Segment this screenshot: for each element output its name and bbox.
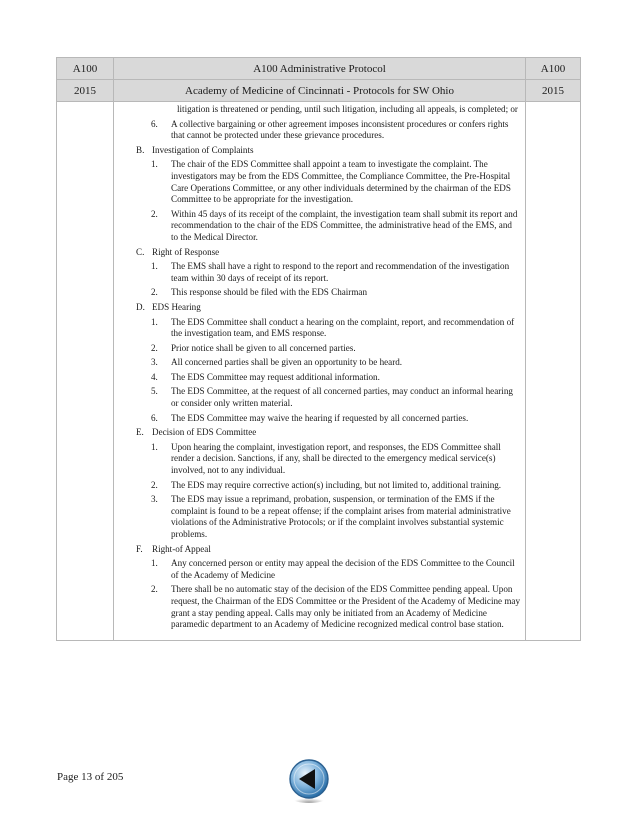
of-label: of bbox=[94, 771, 105, 783]
item-text: The EDS Committee, at the request of all concerned parties, may conduct an informal hearing or consider only written material. bbox=[171, 386, 513, 409]
list-item bbox=[151, 372, 521, 384]
section-item-list bbox=[151, 317, 521, 425]
section-letter: D. bbox=[136, 301, 145, 312]
back-button[interactable] bbox=[284, 755, 334, 805]
item-number: 6. bbox=[151, 412, 158, 423]
item-number: 2. bbox=[151, 208, 158, 219]
list-item bbox=[151, 558, 521, 581]
item-text: Any concerned person or entity may appeal the decision of the EDS Committee to the Council of the Academy of Medicine bbox=[171, 558, 515, 580]
header-protocol-title: A100 Administrative Protocol bbox=[114, 58, 526, 80]
item-text: The chair of the EDS Committee shall appoint a team to investigate the complaint. The investigators may be from the EDS Committee, the Compliance Committee, the Pre-Hospital Care Operations Committee, or any other individuals determined by the chairman of the EDS Committee to be appropriate for the investigation. bbox=[171, 159, 511, 205]
page-label: Page bbox=[57, 771, 79, 783]
item-text: The EMS shall have a right to respond to the report and recommendation of the investigation team within 30 days of receipt of its report. bbox=[171, 261, 510, 283]
section-title: Decision of EDS Committee bbox=[152, 427, 257, 438]
item-text: This response should be filed with the EDS Chairman bbox=[171, 287, 367, 298]
list-item bbox=[151, 584, 521, 630]
item-number: 2. bbox=[151, 287, 158, 298]
list-item bbox=[151, 159, 521, 205]
header-row-year bbox=[57, 80, 581, 102]
list-item bbox=[151, 209, 521, 244]
item-number: 1. bbox=[151, 316, 158, 327]
section-letter: B. bbox=[136, 144, 145, 155]
header-row-title bbox=[57, 58, 581, 80]
protocol-page-table bbox=[56, 57, 581, 641]
item-number: 6. bbox=[151, 118, 158, 129]
section-heading bbox=[136, 427, 521, 439]
section-heading bbox=[136, 145, 521, 157]
item-number: 3. bbox=[151, 357, 158, 368]
back-arrow-icon bbox=[284, 755, 334, 805]
section-item-list bbox=[151, 261, 521, 299]
section-title: Investigation of Complaints bbox=[152, 144, 254, 155]
item-text: The EDS may issue a reprimand, probation, suspension, or termination of the EMS if the complaint is found to be a repeat offense; if the complaint arises from material administrative violations of the Administrative Protocols; or if the complaint involves substantial systemic problems. bbox=[171, 494, 511, 539]
item-text: All concerned parties shall be given an opportunity to be heard. bbox=[171, 357, 403, 368]
protocol-content bbox=[114, 102, 525, 640]
item-number: 2. bbox=[151, 479, 158, 490]
list-item bbox=[151, 343, 521, 355]
item-text: A collective bargaining or other agreement imposes inconsistent procedures or confers rights that cannot be protected under these grievance procedures. bbox=[171, 118, 509, 141]
list-item bbox=[151, 413, 521, 425]
item-number: 2. bbox=[151, 584, 158, 595]
list-item bbox=[151, 119, 521, 142]
list-item bbox=[151, 386, 521, 409]
item-text: There shall be no automatic stay of the decision of the EDS Committee pending appeal. Upon request, the Chairman of the EDS Committee or the President of the Academy of Medicine may grant a stay pending appeal. Calls may only be initiated from an Academy of Medicine paramedic department to an Academy of Medicine recognized medical control base station. bbox=[171, 584, 521, 630]
item-number: 1. bbox=[151, 159, 158, 170]
list-item bbox=[151, 480, 521, 492]
item-text: Within 45 days of its receipt of the complaint, the investigation team shall submit its report and recommendation to the chair of the EDS Committee, the administrative head of the EMS, and to the Medical Director. bbox=[171, 208, 518, 242]
current-page-number: 13 bbox=[81, 771, 93, 783]
list-item bbox=[151, 494, 521, 540]
section-item-list bbox=[151, 558, 521, 631]
list-item bbox=[151, 442, 521, 477]
item-number: 2. bbox=[151, 342, 158, 353]
item-text: Prior notice shall be given to all concerned parties. bbox=[171, 342, 356, 353]
section-letter: C. bbox=[136, 246, 145, 257]
item-number: 1. bbox=[151, 558, 158, 569]
section-heading bbox=[136, 544, 521, 556]
header-code-right: A100 bbox=[526, 58, 581, 80]
page-number-footer bbox=[57, 771, 123, 783]
item-number: 4. bbox=[151, 371, 158, 382]
item-text: The EDS Committee may request additional information. bbox=[171, 371, 380, 382]
body-right-margin-cell bbox=[526, 102, 581, 641]
body-left-margin-cell bbox=[57, 102, 114, 641]
item-number: 1. bbox=[151, 261, 158, 272]
section-heading bbox=[136, 247, 521, 259]
section-title: EDS Hearing bbox=[152, 301, 201, 312]
section-item-list bbox=[151, 442, 521, 541]
continuation-text: litigation is threatened or pending, until such litigation, including all appeals, is completed; or bbox=[177, 104, 518, 114]
item-text: Upon hearing the complaint, investigation report, and responses, the EDS Committee shall render a decision. Sanctions, if any, shall be directed to the emergency medical service(s) involved, not to any individual. bbox=[171, 441, 501, 476]
section-letter: F. bbox=[136, 543, 143, 554]
item-text: The EDS Committee may waive the hearing if requested by all concerned parties. bbox=[171, 412, 469, 423]
header-year-left: 2015 bbox=[57, 80, 114, 102]
item-text: The EDS Committee shall conduct a hearing on the complaint, report, and recommendation of the investigation team, and EMS response. bbox=[171, 316, 515, 339]
section-item-list bbox=[151, 159, 521, 243]
header-code-left: A100 bbox=[57, 58, 114, 80]
body-content-cell bbox=[114, 102, 526, 641]
list-item bbox=[151, 287, 521, 299]
item-number: 5. bbox=[151, 386, 158, 397]
item-number: 1. bbox=[151, 441, 158, 452]
section-letter: E. bbox=[136, 427, 144, 438]
item-number: 3. bbox=[151, 494, 158, 505]
section-heading bbox=[136, 302, 521, 314]
section-title: Right of Response bbox=[152, 246, 220, 257]
continued-item-list bbox=[151, 119, 521, 142]
list-item bbox=[151, 317, 521, 340]
sections-container bbox=[136, 145, 521, 631]
header-org-title: Academy of Medicine of Cincinnati - Protocols for SW Ohio bbox=[114, 80, 526, 102]
section-title: Right-of Appeal bbox=[152, 543, 211, 554]
item-text: The EDS may require corrective action(s) including, but not limited to, additional training. bbox=[171, 479, 502, 490]
body-row bbox=[57, 102, 581, 641]
list-item bbox=[151, 357, 521, 369]
list-item bbox=[151, 261, 521, 284]
header-year-right: 2015 bbox=[526, 80, 581, 102]
total-pages: 205 bbox=[106, 771, 124, 783]
